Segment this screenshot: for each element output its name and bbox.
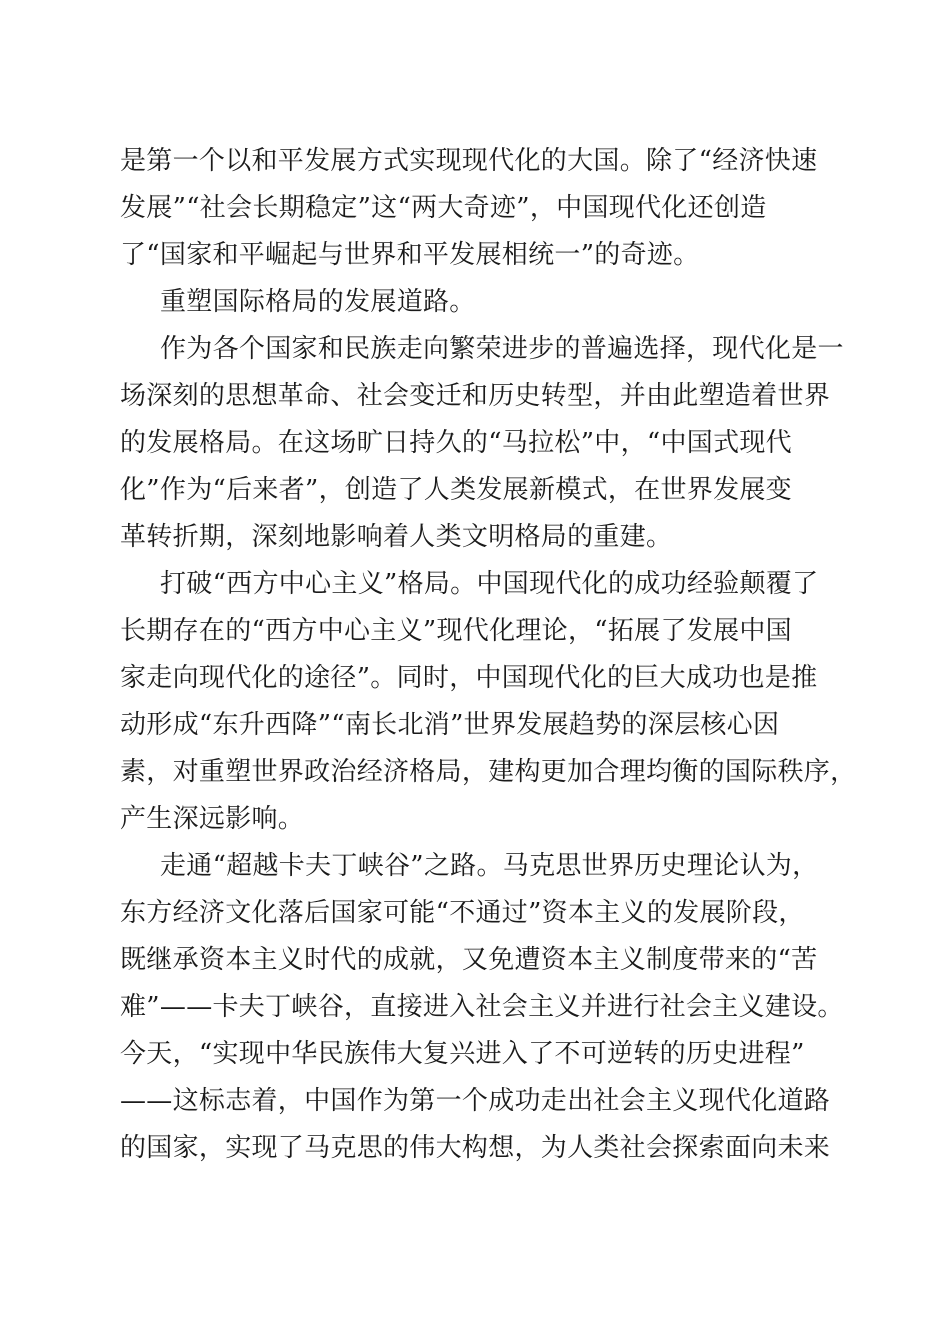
text-line: 素，对重塑世界政治经济格局，建构更加合理均衡的国际秩序，	[120, 757, 857, 787]
text-line: 难”——卡夫丁峡谷，直接进入社会主义并进行社会主义建设。	[120, 992, 844, 1022]
text-line: 动形成“东升西降”“南长北消”世界发展趋势的深层核心因	[120, 710, 780, 740]
text-line: 打破“西方中心主义”格局。中国现代化的成功经验颠覆了	[160, 569, 819, 599]
text-line: 了“国家和平崛起与世界和平发展相统一”的奇迹。	[120, 240, 700, 270]
text-line: 东方经济文化落后国家可能“不通过”资本主义的发展阶段，	[120, 898, 805, 928]
text-line: 今天，“实现中华民族伟大复兴进入了不可逆转的历史进程”	[120, 1039, 805, 1069]
document-body	[120, 138, 857, 1172]
section-heading: 重塑国际格局的发展道路。	[160, 287, 476, 317]
text-line: 产生深远影响。	[120, 804, 305, 834]
text-line: 化”作为“后来者”，创造了人类发展新模式，在世界发展变	[120, 475, 792, 505]
text-line: 既继承资本主义时代的成就，又免遭资本主义制度带来的“苦	[120, 945, 818, 975]
text-line: 长期存在的“西方中心主义”现代化理论，“拓展了发展中国	[120, 616, 792, 646]
text-line: 场深刻的思想革命、社会变迁和历史转型，并由此塑造着世界	[120, 381, 831, 411]
text-line: 家走向现代化的途径”。同时，中国现代化的巨大成功也是推	[120, 663, 818, 693]
text-line: 的发展格局。在这场旷日持久的“马拉松”中，“中国式现代	[120, 428, 792, 458]
text-line: 作为各个国家和民族走向繁荣进步的普遍选择，现代化是一	[160, 334, 844, 364]
text-line: ——这标志着，中国作为第一个成功走出社会主义现代化道路	[120, 1086, 831, 1116]
text-line: 发展”“社会长期稳定”这“两大奇迹”，中国现代化还创造	[120, 193, 767, 223]
text-line: 的国家，实现了马克思的伟大构想，为人类社会探索面向未来	[120, 1133, 831, 1163]
text-line: 走通“超越卡夫丁峡谷”之路。马克思世界历史理论认为，	[160, 851, 819, 881]
text-line: 革转折期，深刻地影响着人类文明格局的重建。	[120, 522, 673, 552]
text-line: 是第一个以和平发展方式实现现代化的大国。除了“经济快速	[120, 146, 818, 176]
